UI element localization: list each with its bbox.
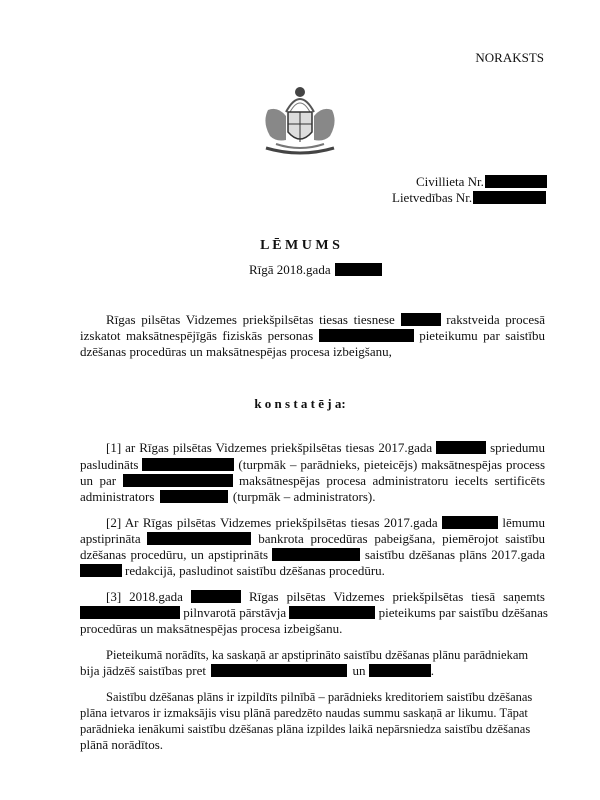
para1-line: [1] ar Rīgas pilsētas Vidzemes priekšpilsētas tiesas 2017.gada spriedumu [106, 440, 546, 455]
para2-line: dzēšanas procedūru, un apstiprināts saistību dzēšanas plāns 2017.gada [80, 547, 545, 562]
intro-line: dzēšanas procedūras un maksātnespējas procesa izbeigšanu, [80, 344, 392, 359]
intro-line: izskatot maksātnespējīgās fiziskās personas pieteikumu par saistību [80, 328, 546, 343]
records-number: Lietvedības Nr. [392, 190, 546, 206]
para2-line: redakcijā, pasludinot saistību dzēšanas procedūru. [80, 563, 545, 579]
para5-line: plānā norādītos. [80, 737, 164, 752]
redacted-block [289, 606, 375, 619]
redacted-block [335, 263, 382, 276]
redacted-block [436, 441, 486, 454]
redacted-block [123, 474, 233, 487]
redacted-block [473, 191, 546, 204]
redacted-block [272, 548, 360, 561]
redacted-block [319, 329, 414, 342]
intro-line: Rīgas pilsētas Vidzemes priekšpilsētas tiesas tiesnese rakstveida procesā [106, 312, 545, 327]
case-number: Civillieta Nr. [416, 174, 547, 190]
redacted-block [142, 458, 234, 471]
redacted-block [191, 590, 241, 603]
para2-line: [2] Ar Rīgas pilsētas Vidzemes priekšpilsētas tiesas 2017.gada lēmumu [106, 515, 545, 530]
redacted-block [147, 532, 251, 545]
section-heading: k o n s t a t ē j a: [254, 396, 346, 411]
copy-mark: NORAKSTS [475, 50, 544, 65]
place-date: Rīgā 2018.gada [249, 262, 382, 278]
para1-line: un par maksātnespējas procesa administratoru iecelts sertificēts [80, 473, 545, 488]
redacted-block [401, 313, 441, 326]
document-title: L Ē M U M S [260, 238, 340, 253]
redacted-block [80, 564, 122, 577]
para3-line: procedūras un maksātnespējas procesa izbeigšanu. [80, 621, 343, 636]
para4-line: Pieteikumā norādīts, ka saskaņā ar apstiprināto saistību dzēšanas plānu parādniekam [106, 648, 529, 662]
para5-line: Saistību dzēšanas plāns ir izpildīts pilnībā – parādnieks kreditoriem saistību dzēšanas [106, 690, 533, 704]
para5-line: plāna ietvaros ir izmaksājis visu plānā paredzēto naudas summu saskaņā ar likumu. Tāpat [80, 706, 528, 720]
coat-of-arms-emblem [256, 82, 344, 158]
para4-line: bija jādzēš saistības pret un . [80, 663, 434, 678]
para1-line: pasludināts (turpmāk – parādnieks, pieteicējs) maksātnespējas process [80, 457, 546, 472]
para2-line: apstiprināta bankrota procedūras pabeigšana, piemērojot saistību [80, 531, 545, 546]
para1-line: administrators (turpmāk – administrators). [80, 489, 376, 504]
para5-line: parādnieka ienākumi saistību dzēšanas plāna izpildes laikā nepārsniedza saistību dzēšanas [80, 722, 531, 736]
para3-line: pilnvarotā pārstāvja pieteikums par saistību dzēšanas [80, 605, 545, 621]
redacted-block [369, 664, 431, 677]
redacted-block [211, 664, 347, 677]
redacted-block [160, 490, 228, 503]
redacted-block [80, 606, 180, 619]
redacted-block [442, 516, 498, 529]
para3-line: [3] 2018.gada Rīgas pilsētas Vidzemes priekšpilsētas tiesā saņemts [106, 589, 545, 604]
redacted-block [485, 175, 547, 188]
